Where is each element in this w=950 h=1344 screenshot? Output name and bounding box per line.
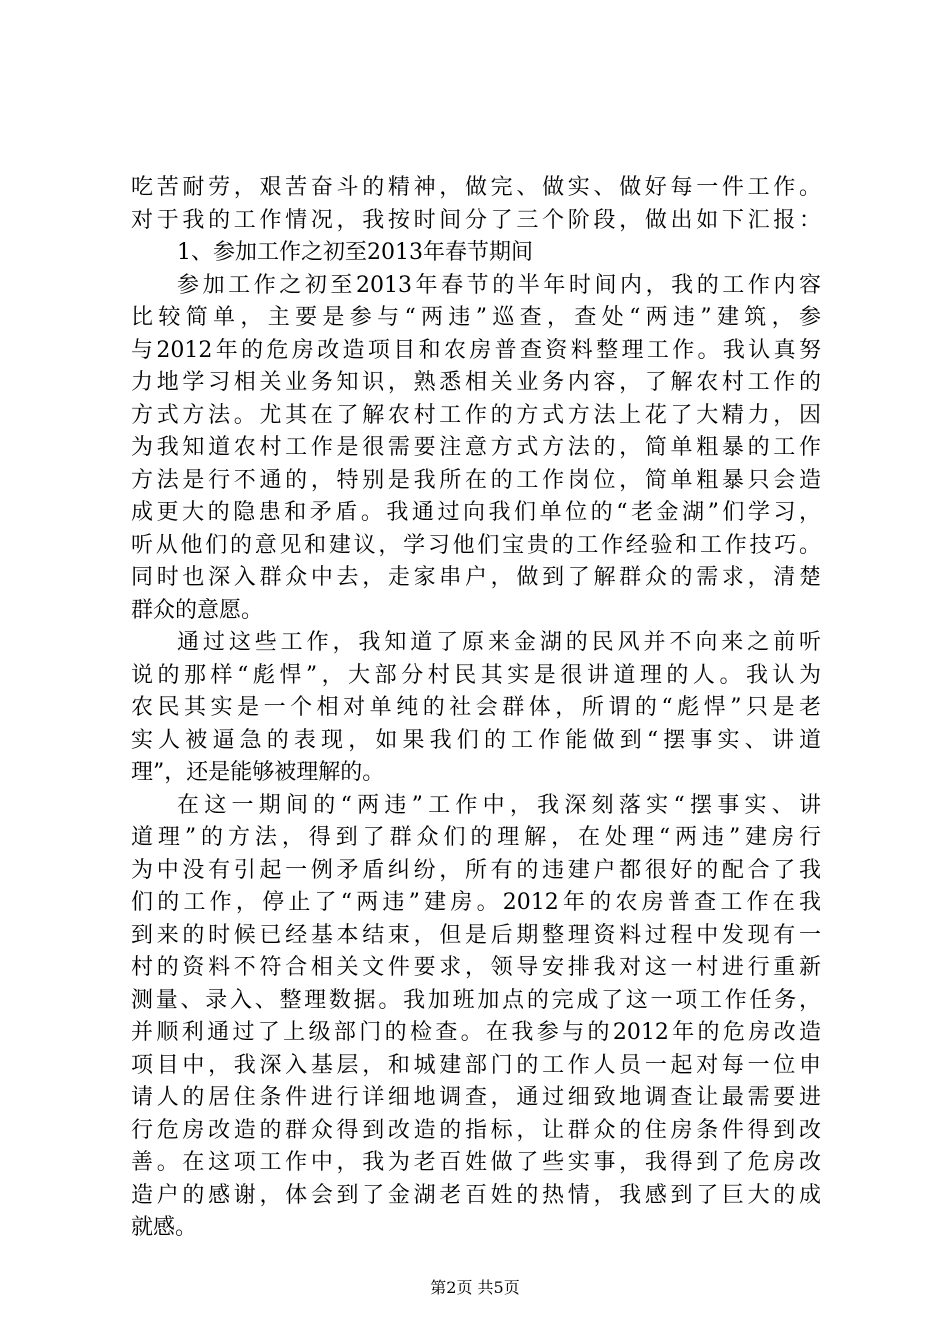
- text-line: 就感。: [131, 1215, 198, 1240]
- text-line: 1、参加工作之初至2013年春节期间: [177, 240, 533, 265]
- text-line: 并顺利通过了上级部门的检查。在我参与的2012年的危房改造: [131, 1020, 821, 1045]
- text-line: 造户的感谢，体会到了金湖老百姓的热情，我感到了巨大的成: [131, 1182, 821, 1208]
- text-line: 方式方法。尤其在了解农村工作的方式方法上花了大精力，因: [131, 402, 821, 428]
- text-line: 为我知道农村工作是很需要注意方式方法的，简单粗暴的工作: [131, 435, 821, 460]
- text-line: 村的资料不符合相关文件要求，领导安排我对这一村进行重新: [131, 955, 821, 980]
- text-line: 善。在这项工作中，我为老百姓做了些实事，我得到了危房改: [131, 1150, 821, 1175]
- text-line: 项目中，我深入基层，和城建部门的工作人员一起对每一位申: [131, 1052, 821, 1078]
- text-line: 为中没有引起一例矛盾纠纷，所有的违建户都很好的配合了我: [131, 857, 821, 883]
- text-line: 听从他们的意见和建议，学习他们宝贵的工作经验和工作技巧。: [131, 532, 821, 558]
- text-line: 在这一期间的“两违”工作中，我深刻落实“摆事实、讲: [177, 792, 821, 818]
- text-line: 力地学习相关业务知识，熟悉相关业务内容，了解农村工作的: [131, 370, 821, 395]
- text-line: 群众的意愿。: [131, 597, 264, 623]
- text-line: 通过这些工作，我知道了原来金湖的民风并不向来之前听: [177, 630, 821, 655]
- text-line: 道理”的方法，得到了群众们的理解，在处理“两违”建房行: [131, 825, 821, 850]
- text-line: 参加工作之初至2013年春节的半年时间内，我的工作内容: [177, 272, 821, 298]
- text-line: 对于我的工作情况，我按时间分了三个阶段，做出如下汇报：: [131, 207, 821, 233]
- text-line: 测量、录入、整理数据。我加班加点的完成了这一项工作任务，: [131, 987, 821, 1013]
- text-line: 理”，还是能够被理解的。: [131, 760, 385, 785]
- text-line: 说的那样“彪悍”，大部分村民其实是很讲道理的人。我认为: [131, 662, 821, 688]
- text-line: 到来的时候已经基本结束，但是后期整理资料过程中发现有一: [131, 922, 821, 948]
- text-line: 们的工作，停止了“两违”建房。2012年的农房普查工作在我: [131, 890, 821, 915]
- document-body: [131, 172, 821, 1245]
- text-line: 请人的居住条件进行详细地调查，通过细致地调查让最需要进: [131, 1085, 821, 1110]
- text-line: 同时也深入群众中去，走家串户，做到了解群众的需求，清楚: [131, 565, 821, 590]
- text-line: 行危房改造的群众得到改造的指标，让群众的住房条件得到改: [131, 1117, 821, 1143]
- text-line: 实人被逼急的表现，如果我们的工作能做到“摆事实、讲道: [131, 727, 821, 753]
- text-line: 成更大的隐患和矛盾。我通过向我们单位的“老金湖”们学习，: [131, 500, 821, 525]
- text-line: 与2012年的危房改造项目和农房普查资料整理工作。我认真努: [131, 337, 821, 363]
- text-line: 比较简单，主要是参与“两违”巡查，查处“两违”建筑，参: [131, 305, 821, 330]
- text-line: 吃苦耐劳，艰苦奋斗的精神，做完、做实、做好每一件工作。: [131, 175, 821, 200]
- text-line: 方法是行不通的，特别是我所在的工作岗位，简单粗暴只会造: [131, 467, 821, 493]
- page-footer: 第2页 共5页: [430, 1278, 520, 1297]
- text-line: 农民其实是一个相对单纯的社会群体，所谓的“彪悍”只是老: [131, 695, 821, 720]
